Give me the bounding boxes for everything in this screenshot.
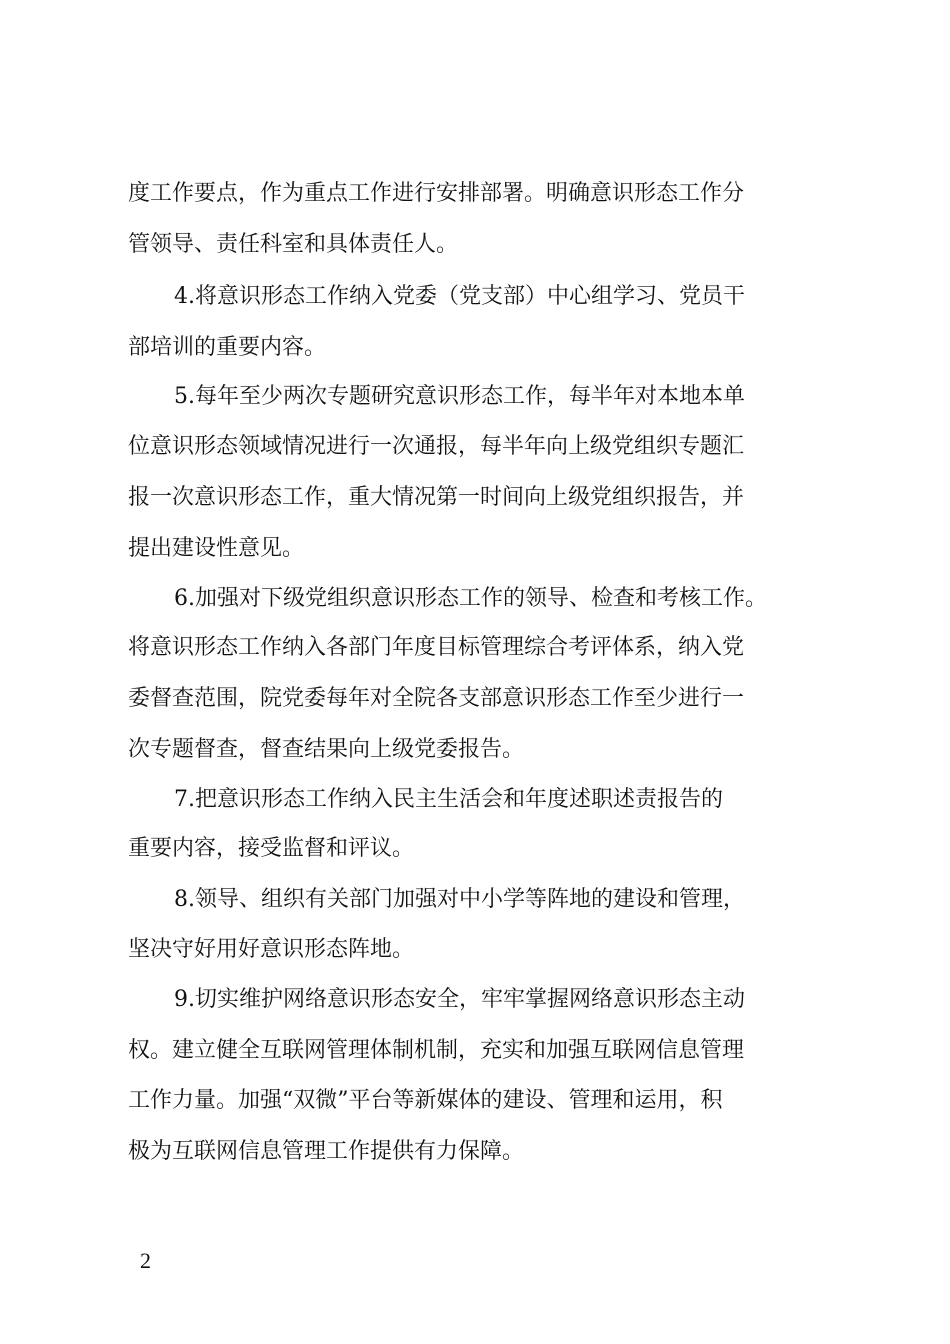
paragraph-6-start: 6.加强对下级党组织意识形态工作的领导、检查和考核工作。 [174,586,767,611]
text-line: 权。建立健全互联网管理体制机制，充实和加强互联网信息管理 [128,1038,745,1063]
text-line: 位意识形态领域情况进行一次通报，每半年向上级党组织专题汇 [128,434,745,459]
text-line: 工作力量。加强“双微”平台等新媒体的建设、管理和运用，积 [128,1088,723,1113]
paragraph-7-start: 7.把意识形态工作纳入民主生活会和年度述职述责报告的 [174,787,723,812]
text-line: 重要内容，接受监督和评议。 [128,836,415,861]
text-line: 次专题督查，督查结果向上级党委报告。 [128,737,525,762]
paragraph-9-start: 9.切实维护网络意识形态安全，牢牢掌握网络意识形态主动 [174,987,745,1012]
paragraph-4-start: 4.将意识形态工作纳入党委（党支部）中心组学习、党员干 [174,284,745,309]
text-line: 委督查范围，院党委每年对全院各支部意识形态工作至少进行一 [128,686,745,711]
text-line: 将意识形态工作纳入各部门年度目标管理综合考评体系，纳入党 [128,635,745,660]
paragraph-5-start: 5.每年至少两次专题研究意识形态工作，每半年对本地本单 [174,384,745,409]
text-line: 提出建设性意见。 [128,536,305,561]
text-line: 度工作要点，作为重点工作进行安排部署。明确意识形态工作分 [128,181,745,206]
text-line: 部培训的重要内容。 [128,335,327,360]
paragraph-8-start: 8.领导、组织有关部门加强对中小学等阵地的建设和管理， [174,887,745,912]
text-line: 坚决守好用好意识形态阵地。 [128,937,415,962]
text-line: 管领导、责任科室和具体责任人。 [128,232,459,257]
page-number: 2 [140,1248,151,1273]
text-line: 报一次意识形态工作，重大情况第一时间向上级党组织报告，并 [128,485,745,510]
text-line: 极为互联网信息管理工作提供有力保障。 [128,1139,525,1164]
